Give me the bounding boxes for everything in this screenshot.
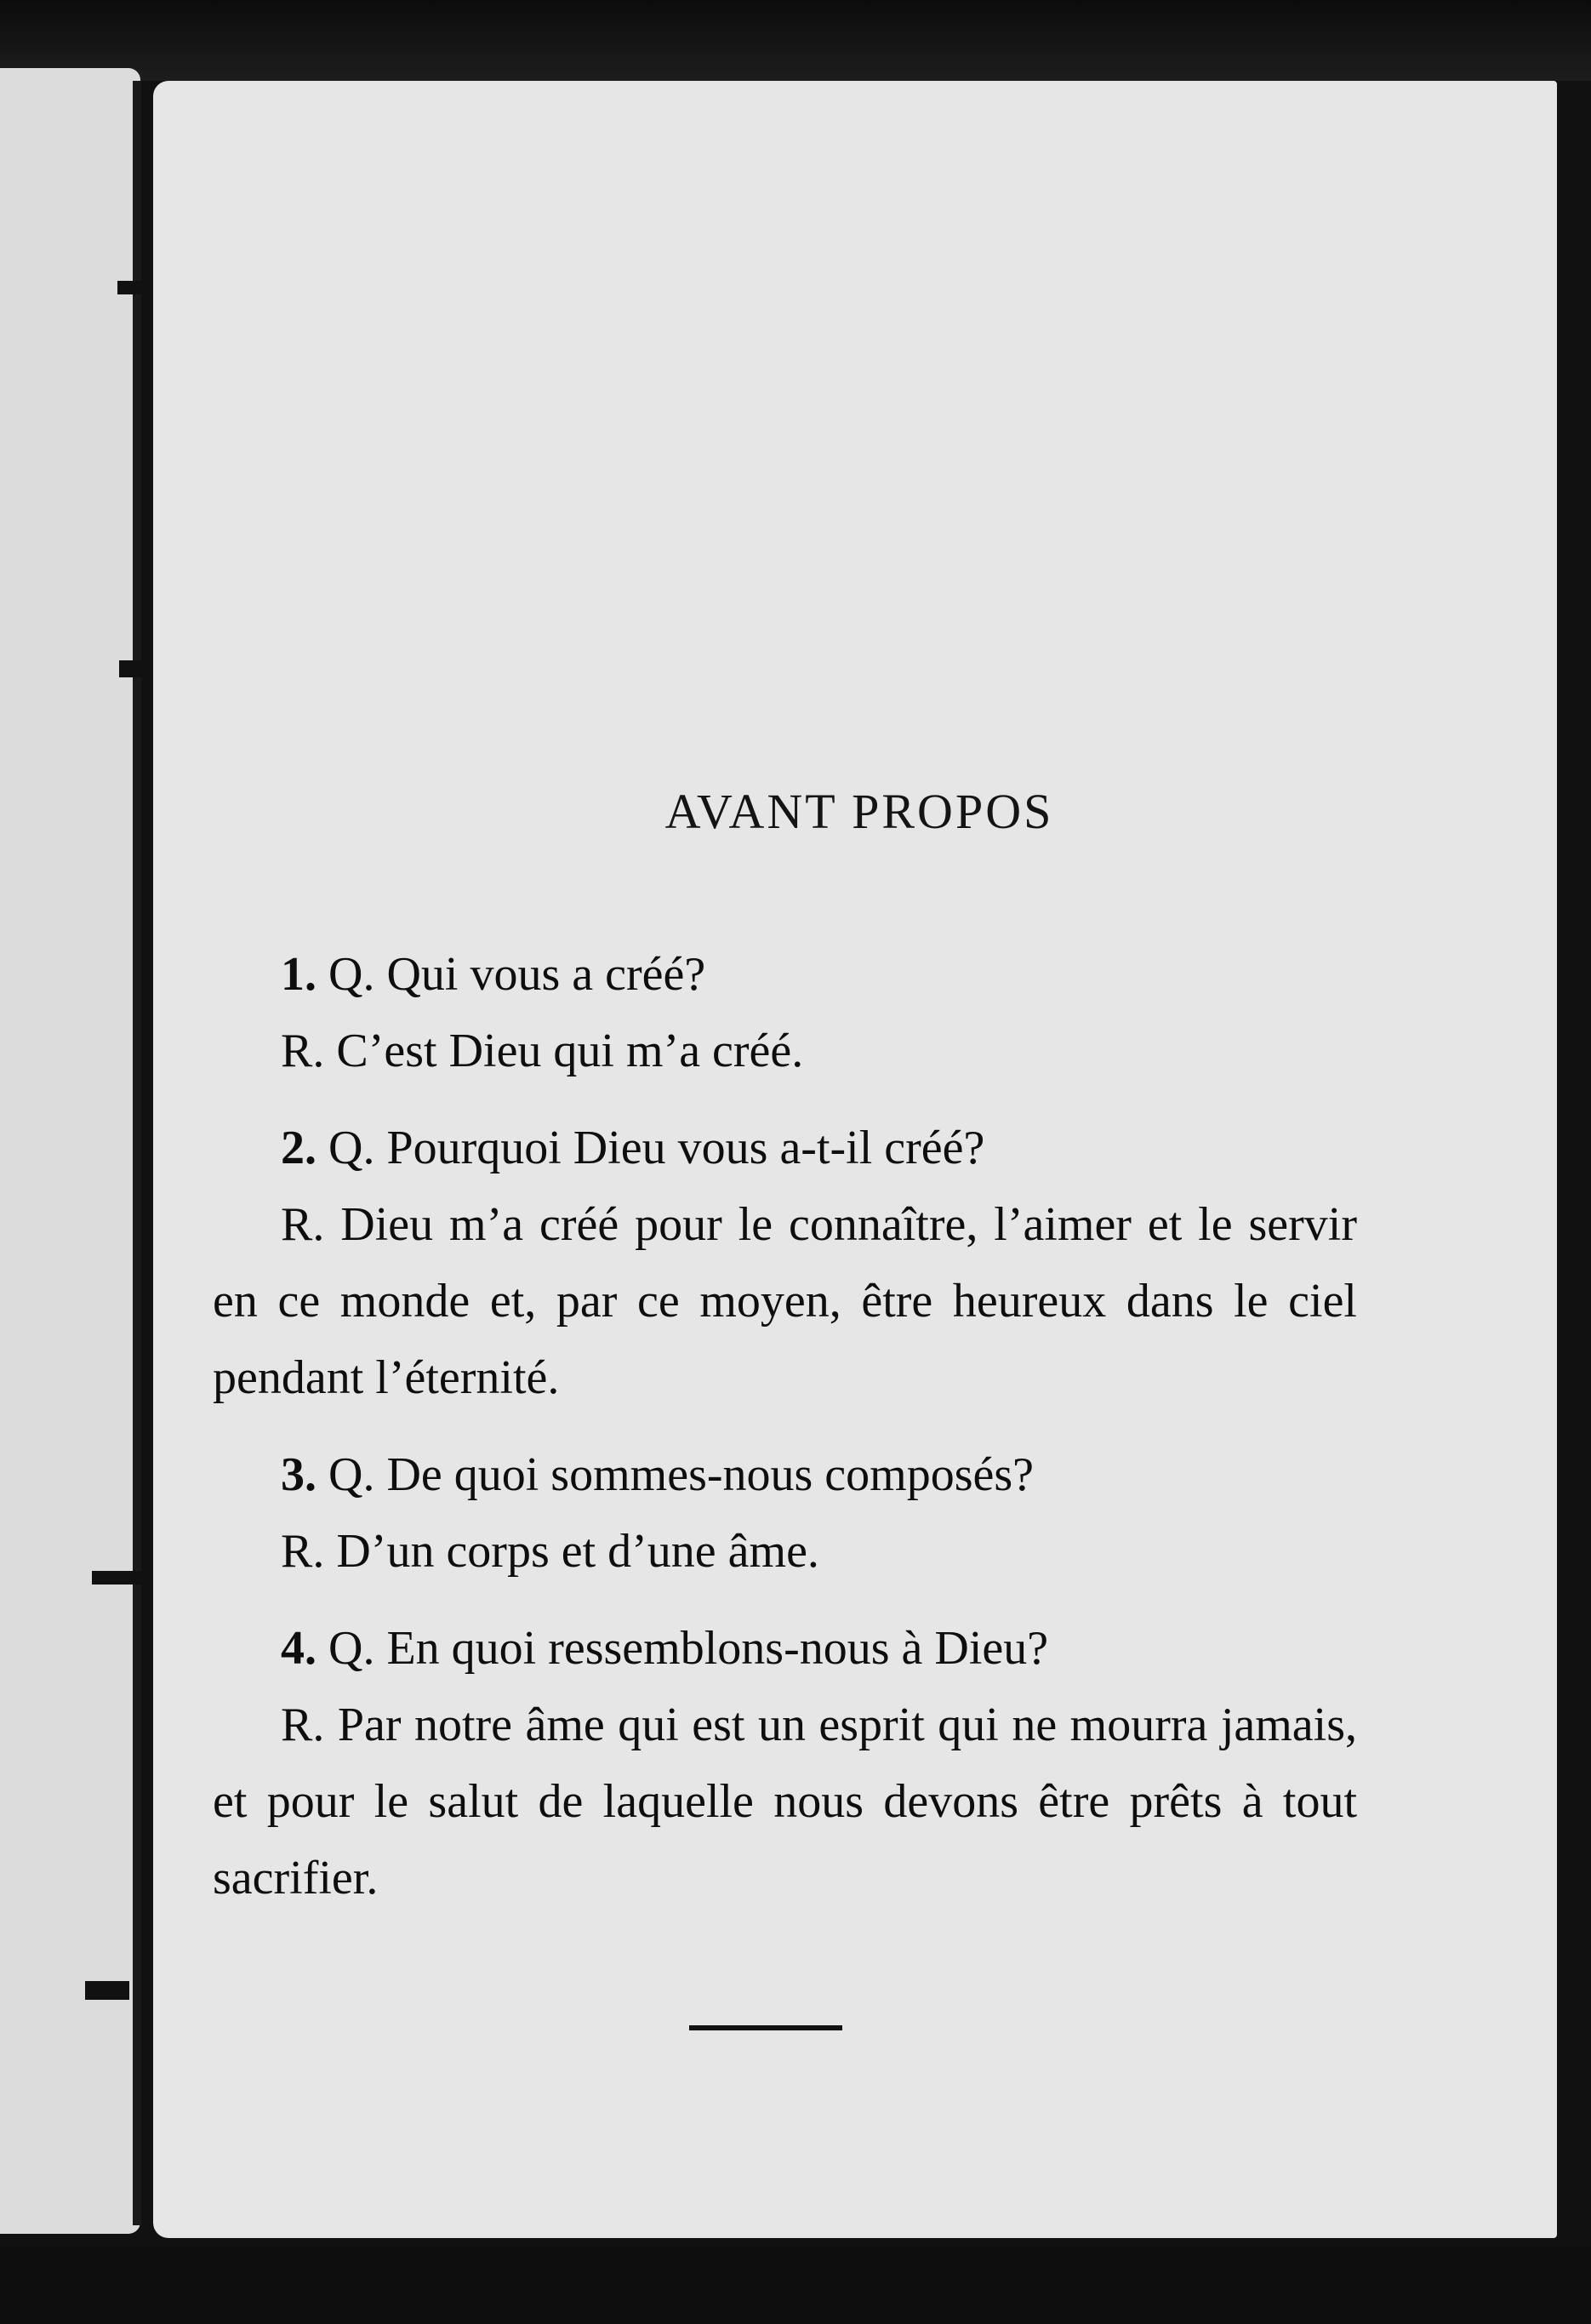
answer-paragraph	[213, 1513, 1357, 1590]
entry-number: 1.	[281, 948, 316, 1001]
q-marker: Q.	[328, 1448, 375, 1501]
q-marker: Q.	[328, 1122, 375, 1174]
qa-entry-4	[213, 1610, 1357, 1916]
facing-page-edge	[0, 68, 140, 2234]
question-line	[213, 1110, 1357, 1186]
answer-text: D’un corps et d’une âme.	[336, 1525, 819, 1578]
binding-mark	[119, 660, 155, 677]
catechism-list	[213, 936, 1357, 1937]
binding-mark	[85, 1981, 129, 2000]
answer-paragraph	[213, 1186, 1357, 1416]
page-heading: AVANT PROPOS	[664, 784, 1054, 839]
entry-number: 3.	[281, 1448, 316, 1501]
entry-number: 2.	[281, 1122, 316, 1174]
question-text: En quoi ressemblons-nous à Dieu?	[386, 1622, 1049, 1675]
r-marker: R.	[281, 1525, 325, 1578]
qa-entry-2	[213, 1110, 1357, 1416]
separator-rule	[689, 2025, 842, 2030]
q-marker: Q.	[328, 948, 375, 1001]
question-line	[213, 936, 1357, 1013]
question-line	[213, 1436, 1357, 1513]
question-text: Qui vous a créé?	[386, 948, 706, 1001]
qa-entry-3	[213, 1436, 1357, 1590]
r-marker: R.	[281, 1699, 325, 1751]
scan-bottom-border	[0, 2247, 1591, 2324]
question-line	[213, 1610, 1357, 1687]
r-marker: R.	[281, 1198, 325, 1251]
question-text: Pourquoi Dieu vous a-t-il créé?	[386, 1122, 985, 1174]
scan-top-border	[0, 0, 1591, 81]
r-marker: R.	[281, 1025, 325, 1077]
answer-paragraph	[213, 1013, 1357, 1089]
binding-mark	[92, 1571, 143, 1585]
binding-line	[133, 81, 141, 2225]
binding-mark	[117, 281, 151, 294]
entry-number: 4.	[281, 1622, 316, 1675]
answer-paragraph	[213, 1687, 1357, 1916]
q-marker: Q.	[328, 1622, 375, 1675]
qa-entry-1	[213, 936, 1357, 1089]
answer-text: Dieu m’a créé pour le connaître, l’aimer et le servir en ce monde et, par ce moyen, être heureux dans le ciel pendant l’éternité.	[213, 1198, 1358, 1404]
answer-text: Par notre âme qui est un esprit qui ne mourra jamais, et pour le salut de laquelle nous devons être prêts à tout sacrifier.	[213, 1699, 1358, 1904]
answer-text: C’est Dieu qui m’a créé.	[336, 1025, 804, 1077]
question-text: De quoi sommes-nous composés?	[386, 1448, 1035, 1501]
